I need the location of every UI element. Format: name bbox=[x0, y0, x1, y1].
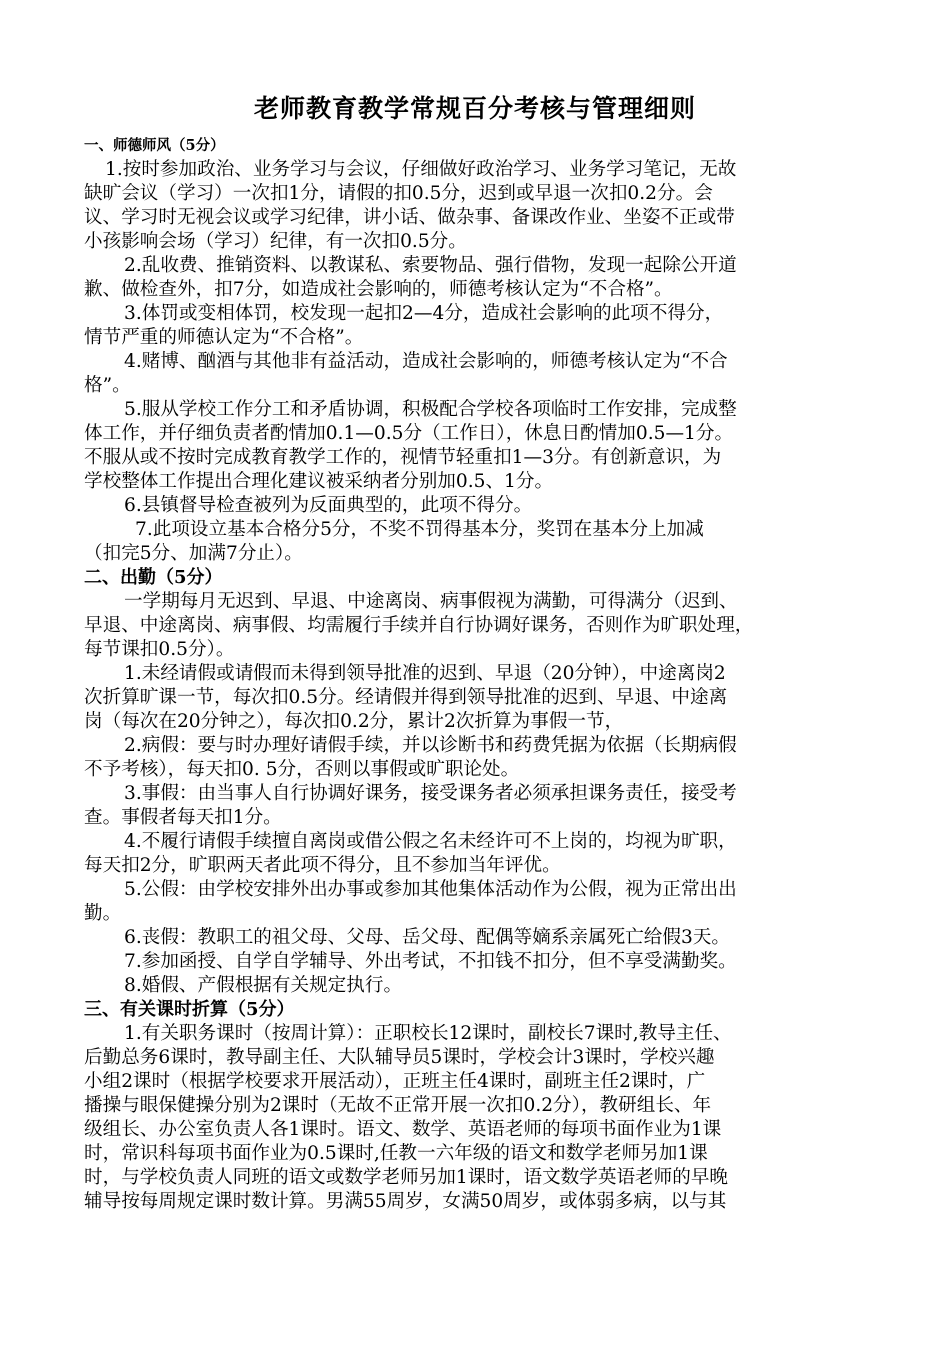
section-heading: 一、师德师风（5分） bbox=[84, 137, 225, 154]
section-heading: 三、有关课时折算（5分） bbox=[84, 999, 295, 1020]
paragraph-line: 不服从或不按时完成教育教学工作的，视情节轻重扣1—3分。有创新意识，为 bbox=[84, 447, 722, 468]
paragraph-line: 级组长、办公室负责人各1课时。语文、数学、英语老师的每项书面作业为1课 bbox=[84, 1119, 722, 1140]
paragraph-line: 小孩影响会场（学习）纪律，有一次扣0.5分。 bbox=[84, 231, 467, 252]
paragraph-line: 查。事假者每天扣1分。 bbox=[84, 807, 282, 828]
paragraph-line: 体工作，并仔细负责者酌情加0.1—0.5分（工作日），休息日酌情加0.5—1分。 bbox=[84, 423, 734, 444]
section-attendance bbox=[84, 566, 884, 998]
paragraph-line: 一学期每月无迟到、早退、中途离岗、病事假视为满勤，可得满分（迟到、 bbox=[124, 591, 738, 612]
paragraph-line: 每节课扣0.5分）。 bbox=[84, 639, 235, 660]
paragraph-line: 7.此项设立基本合格分5分，不奖不罚得基本分，奖罚在基本分上加减 bbox=[135, 519, 704, 540]
paragraph-line: 1.有关职务课时（按周计算）：正职校长12课时，副校长7课时,教导主任、 bbox=[124, 1023, 732, 1044]
paragraph-line: 6.丧假：教职工的祖父母、父母、岳父母、配偶等嫡系亲属死亡给假3天。 bbox=[124, 927, 730, 948]
paragraph-line: 7.参加函授、自学自学辅导、外出考试，不扣钱不扣分，但不享受满勤奖。 bbox=[124, 951, 737, 972]
section-heading: 二、出勤（5分） bbox=[84, 567, 223, 588]
paragraph-line: 时，与学校负责人同班的语文或数学老师另加1课时，语文数学英语老师的早晚 bbox=[84, 1167, 729, 1188]
paragraph-line: 5.公假：由学校安排外出办事或参加其他集体活动作为公假，视为正常出出 bbox=[124, 879, 737, 900]
paragraph-line: 议、学习时无视会议或学习纪律，讲小话、做杂事、备课改作业、坐姿不正或带 bbox=[84, 207, 735, 228]
paragraph-line: 不予考核），每天扣0. 5分，否则以事假或旷职论处。 bbox=[84, 759, 520, 780]
paragraph-line: 2.病假：要与时办理好请假手续，并以诊断书和药费凭据为依据（长期病假 bbox=[124, 735, 737, 756]
paragraph-line: 早退、中途离岗、病事假、均需履行手续并自行协调好课务，否则作为旷职处理， bbox=[84, 615, 754, 636]
paragraph-line: 4.赌博、酗酒与其他非有益活动，造成社会影响的，师德考核认定为“不合 bbox=[124, 351, 728, 372]
paragraph-line: 后勤总务6课时，教导副主任、大队辅导员5课时，学校会计3课时，学校兴趣 bbox=[84, 1047, 715, 1068]
page-title: 老师教育教学常规百分考核与管理细则 bbox=[253, 94, 696, 123]
section-ethics bbox=[84, 134, 884, 566]
paragraph-line: 3.体罚或变相体罚，校发现一起扣2—4分，造成社会影响的此项不得分， bbox=[124, 303, 724, 324]
paragraph-line: 每天扣2分，旷职两天者此项不得分，且不参加当年评优。 bbox=[84, 855, 561, 876]
paragraph-line: 岗（每次在20分钟之），每次扣0.2分，累计2次折算为事假一节， bbox=[84, 711, 624, 732]
paragraph-line: 1.按时参加政治、业务学习与会议，仔细做好政治学习、业务学习笔记，无故 bbox=[105, 159, 737, 180]
paragraph-line: 播操与眼保健操分别为2课时（无故不正常开展一次扣0.2分），教研组长、年 bbox=[84, 1095, 712, 1116]
paragraph-line: 歉、做检查外，扣7分，如造成社会影响的，师德考核认定为“不合格”。 bbox=[84, 279, 673, 300]
section-class-hours bbox=[84, 998, 884, 1214]
paragraph-line: 情节严重的师德认定为“不合格”。 bbox=[84, 327, 364, 348]
paragraph-line: 6.县镇督导检查被列为反面典型的，此项不得分。 bbox=[124, 495, 533, 516]
paragraph-line: 小组2课时（根据学校要求开展活动），正班主任4课时，副班主任2课时，广 bbox=[84, 1071, 706, 1092]
paragraph-line: 缺旷会议（学习）一次扣1分，请假的扣0.5分，迟到或早退一次扣0.2分。会 bbox=[84, 183, 713, 204]
paragraph-line: 次折算旷课一节，每次扣0.5分。经请假并得到领导批准的迟到、早退、中途离 bbox=[84, 687, 728, 708]
paragraph-line: （扣完5分、加满7分止）。 bbox=[84, 543, 303, 564]
paragraph-line: 4.不履行请假手续擅自离岗或借公假之名未经许可不上岗的，均视为旷职， bbox=[124, 831, 737, 852]
paragraph-line: 勤。 bbox=[84, 903, 122, 924]
paragraph-line: 格”。 bbox=[84, 375, 131, 396]
paragraph-line: 学校整体工作提出合理化建议被采纳者分别加0.5、1分。 bbox=[84, 471, 554, 492]
paragraph-line: 5.服从学校工作分工和矛盾协调，积极配合学校各项临时工作安排，完成整 bbox=[124, 399, 737, 420]
document-body bbox=[84, 134, 884, 1214]
paragraph-line: 时，常识科每项书面作业为0.5课时,任教一六年级的语文和数学老师另加1课 bbox=[84, 1143, 708, 1164]
paragraph-line: 辅导按每周规定课时数计算。男满55周岁，女满50周岁，或体弱多病，以与其 bbox=[84, 1191, 727, 1212]
paragraph-line: 3.事假：由当事人自行协调好课务，接受课务者必须承担课务责任，接受考 bbox=[124, 783, 737, 804]
paragraph-line: 2.乱收费、推销资料、以教谋私、索要物品、强行借物，发现一起除公开道 bbox=[124, 255, 737, 276]
paragraph-line: 8.婚假、产假根据有关规定执行。 bbox=[124, 975, 403, 996]
paragraph-line: 1.未经请假或请假而未得到领导批准的迟到、早退（20分钟），中途离岗2 bbox=[124, 663, 726, 684]
